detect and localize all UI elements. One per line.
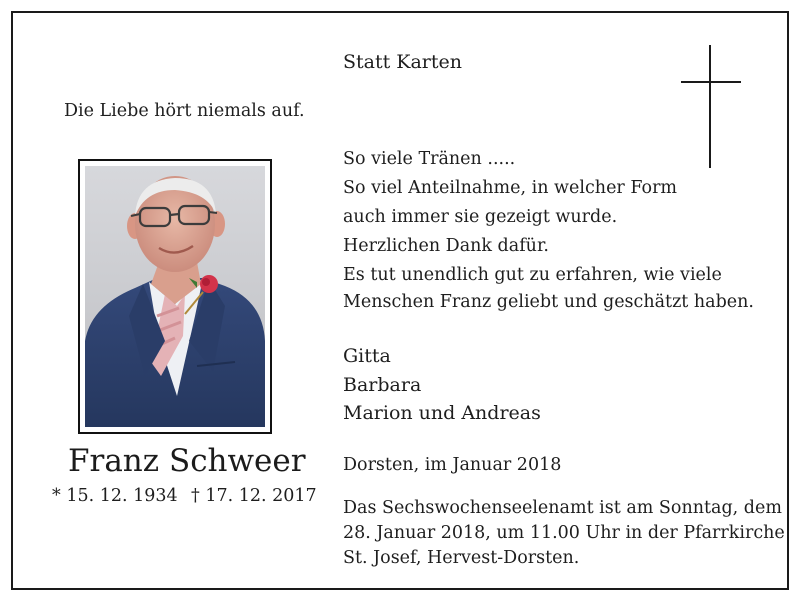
gratitude-text: [343, 262, 754, 316]
family-names: [343, 342, 541, 428]
notice-line: Das Sechswochenseelenamt ist am Sonntag, dem: [343, 498, 782, 518]
thanks-line: So viel Anteilnahme, in welcher Form: [343, 178, 678, 198]
thanks-line: Herzlichen Dank dafür.: [343, 236, 549, 256]
portrait-photo: [85, 166, 265, 427]
card-heading: Statt Karten: [343, 51, 463, 73]
death-date: † 17. 12. 2017: [191, 486, 317, 506]
family-member: Barbara: [343, 373, 422, 396]
notice-line: St. Josef, Hervest-Dorsten.: [343, 548, 580, 568]
portrait-frame: [78, 159, 272, 434]
deceased-name: Franz Schweer: [68, 443, 306, 479]
family-member: Gitta: [343, 345, 391, 367]
family-member: Marion und Andreas: [343, 402, 541, 424]
thanks-line: auch immer sie gezeigt wurde.: [343, 207, 618, 227]
mass-notice: [343, 496, 785, 571]
thanks-text: [343, 145, 677, 261]
birth-date: * 15. 12. 1934: [52, 486, 178, 506]
gratitude-line: Es tut unendlich gut zu erfahren, wie viele: [343, 265, 722, 285]
motto: Die Liebe hört niemals auf.: [64, 101, 305, 121]
gratitude-line: Menschen Franz geliebt und geschätzt haben.: [343, 292, 754, 312]
thanks-line: So viele Tränen .....: [343, 149, 516, 169]
notice-line: 28. Januar 2018, um 11.00 Uhr in der Pfarrkirche: [343, 523, 785, 543]
place-date: Dorsten, im Januar 2018: [343, 455, 562, 475]
